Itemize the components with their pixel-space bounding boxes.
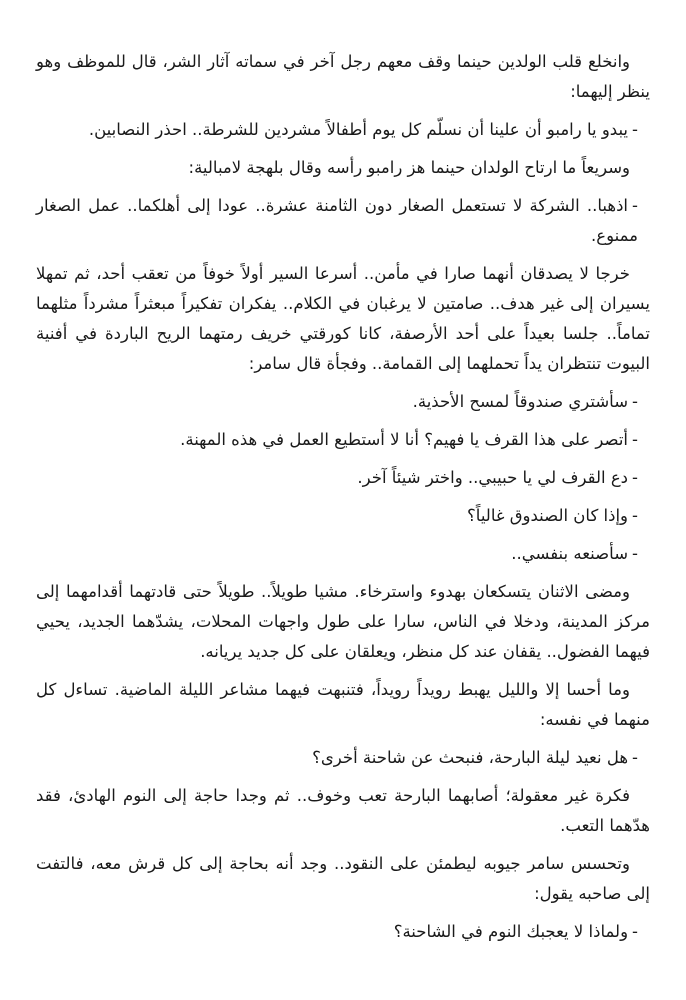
- dialogue-line-4: [36, 425, 650, 455]
- dialogue-text: هل نعيد ليلة البارحة، فنبحث عن شاحنة أخرى؟: [312, 748, 629, 767]
- dialogue-line-5: [36, 463, 650, 493]
- dialogue-dash: -: [632, 196, 638, 215]
- dialogue-line-3: [36, 387, 650, 417]
- paragraph-4: ومضى الاثنان يتسكعان بهدوء واسترخاء. مشيا طويلاً.. طويلاً حتى قادتهما أقدامهما إلى مركز المدينة، ودخلا في الناس، سارا على طول واجهات المحلات، يشدّهما الجديد، يحيي فيهما الفضول.. يقفان عند كل منظر، ويعلقان على كل جديد يريانه.: [36, 582, 650, 661]
- dialogue-line-2: [36, 191, 650, 251]
- dialogue-dash: -: [632, 120, 638, 139]
- dialogue-text: سأشتري صندوقاً لمسح الأحذية.: [412, 392, 629, 411]
- dialogue-dash: -: [632, 544, 638, 563]
- dialogue-text: سأصنعه بنفسي..: [511, 544, 629, 563]
- dialogue-text: يبدو يا رامبو أن علينا أن نسلّم كل يوم أطفالاً مشردين للشرطة.. احذر النصابين.: [88, 120, 629, 139]
- dialogue-text: دع القرف لي يا حبيبي.. واختر شيئاً آخر.: [357, 468, 629, 487]
- paragraph-3: خرجا لا يصدقان أنهما صارا في مأمن.. أسرعا السير أولاً خوفاً من تعقب أحد، ثم تمهلا يسيران إلى غير هدف.. صامتين لا يرغبان في الكلام.. يفكران تفكيراً مبعثراً مشرداً مثلهما تماماً.. جلسا بعيداً على أحد الأرصفة، كانا كورقتي خريف رمتهما الريح الباردة في أفنية البيوت تنتظران يداً تحملهما إلى القمامة.. وفجأة قال سامر:: [36, 264, 650, 373]
- dialogue-line-1: [36, 115, 650, 145]
- dialogue-line-8: [36, 743, 650, 773]
- dialogue-line-9: [36, 917, 650, 947]
- paragraph-7: وتحسس سامر جيوبه ليطمئن على النقود.. وجد أنه بحاجة إلى كل قرش معه، فالتفت إلى صاحبه يقول:: [36, 854, 650, 903]
- paragraph-5: وما أحسا إلا والليل يهبط رويداً رويداً، فتنبهت فيهما مشاعر الليلة الماضية. تساءل كل منهما في نفسه:: [36, 680, 650, 729]
- dialogue-dash: -: [632, 506, 638, 525]
- dialogue-dash: -: [632, 392, 638, 411]
- dialogue-dash: -: [632, 468, 638, 487]
- paragraph-1: وانخلع قلب الولدين حينما وقف معهم رجل آخر في سماته آثار الشر، قال للموظف وهو ينظر إليهما:: [36, 52, 650, 101]
- dialogue-text: اذهبا.. الشركة لا تستعمل الصغار دون الثامنة عشرة.. عودا إلى أهلكما.. عمل الصغار ممنوع.: [36, 196, 638, 245]
- dialogue-line-7: [36, 539, 650, 569]
- page-text: [36, 47, 650, 955]
- dialogue-dash: -: [632, 430, 638, 449]
- paragraph-6: فكرة غير معقولة؛ أصابهما البارحة تعب وخوف.. ثم وجدا حاجة إلى النوم الهادئ، فقد هدّهما التعب.: [36, 786, 650, 835]
- dialogue-text: ولماذا لا يعجبك النوم في الشاحنة؟: [393, 922, 629, 941]
- dialogue-dash: -: [632, 922, 638, 941]
- dialogue-text: أتصر على هذا القرف يا فهيم؟ أنا لا أستطيع العمل في هذه المهنة.: [180, 430, 629, 449]
- dialogue-dash: -: [632, 748, 638, 767]
- dialogue-line-6: [36, 501, 650, 531]
- paragraph-2: وسريعاً ما ارتاح الولدان حينما هز رامبو رأسه وقال بلهجة لامبالية:: [188, 158, 630, 177]
- dialogue-text: وإذا كان الصندوق غالياً؟: [467, 506, 629, 525]
